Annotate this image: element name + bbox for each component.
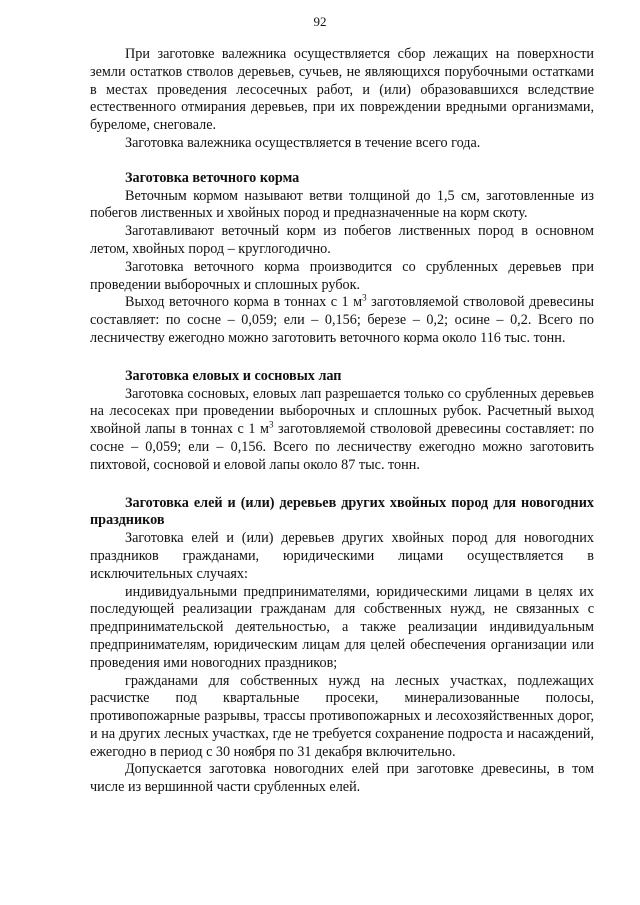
text-run: Выход веточного корма в тоннах с 1 м <box>125 294 363 311</box>
text-run: заготовляемой стволовой древесины составляет: по сосне – 0,059; ели – 0,156. Всего по лесничеству ежегодно можно заготовить пихтовой, сосновой и еловой лапы около 87 тыс. тонн. <box>90 421 594 473</box>
paragraph-paws-yield <box>90 386 594 475</box>
paragraph-new-year-entrepreneurs: индивидуальными предпринимателями, юридическими лицами в целях их последующей реализации гражданам для собственных нужд, не связанных с предпринимательской деятельностью, а также реализации индивидуальным предпринимателям, юридическим лицам для целей обеспечения организации или проведения ими новогодних праздников; <box>90 583 594 671</box>
paragraph-new-year-cases: Заготовка елей и (или) деревьев других хвойных пород для новогодних праздников гражданами, юридическими лицами осуществляется в исключительных случаях: <box>90 530 594 582</box>
paragraph-windfall-period: Заготовка валежника осуществляется в течение всего года. <box>125 134 481 151</box>
paragraph-branch-feed-yield <box>90 294 594 347</box>
paragraph-branch-feed-season: Заготавливают веточный корм из побегов лиственных пород в основном летом, хвойных пород – круглогодично. <box>90 223 594 257</box>
section-spacer <box>90 475 594 495</box>
heading-spruce-pine-paws: Заготовка еловых и сосновых лап <box>125 367 342 384</box>
paragraph-branch-feed-definition: Веточным кормом называют ветви толщиной до 1,5 см, заготовленные из побегов лиственных и хвойных пород и предназначенные на корм скоту. <box>90 187 594 222</box>
paragraph-windfall-definition: При заготовке валежника осуществляется сбор лежащих на поверхности земли остатков стволов деревьев, сучьев, не являющихся порубочными остатками в местах проведения лесосечных работ, и (или) образовавшихся вследствие естественного отмирания деревьев, при их повреждении вредными организмами, буреломе, снеговале. <box>90 46 594 134</box>
heading-new-year-trees: Заготовка елей и (или) деревьев других хвойных пород для новогодних праздников <box>90 494 594 529</box>
superscript: 3 <box>269 419 274 430</box>
heading-branch-feed: Заготовка веточного корма <box>125 169 300 186</box>
paragraph-new-year-citizens: гражданами для собственных нужд на лесных участках, подлежащих расчистке под квартальные просеки, минерализованные полосы, противопожарные разрывы, трассы противопожарных и лесохозяйственных дорог, и на других лесных участках, где не требуется сохранение подроста и насаждений, ежегодно в период с 30 ноября по 31 декабря включительно. <box>90 672 594 760</box>
section-spacer <box>90 153 594 170</box>
section-spacer <box>90 348 594 368</box>
paragraph-new-year-allowed: Допускается заготовка новогодних елей при заготовке древесины, в том числе из вершинной части срубленных елей. <box>90 761 594 796</box>
paragraph-branch-feed-source: Заготовка веточного корма производится со срубленных деревьев при проведении выборочных и сплошных рубок. <box>90 258 594 293</box>
page-number: 92 <box>313 14 327 29</box>
document-body <box>90 46 594 797</box>
text-run: Заготовка сосновых, еловых лап разрешается только со срубленных деревьев на лесосеках при проведении выборочных и сплошных рубок. Расчетный выход хвойной лапы в тоннах с 1 м <box>90 385 594 438</box>
superscript: 3 <box>362 292 367 303</box>
text-run: заготовляемой стволовой древесины составляет: по сосне – 0,059; ели – 0,156; березе – 0,2; осине – 0,2. Всего по лесничеству ежегодно можно заготовить веточного корма около 116 тыс. тонн. <box>90 294 594 346</box>
